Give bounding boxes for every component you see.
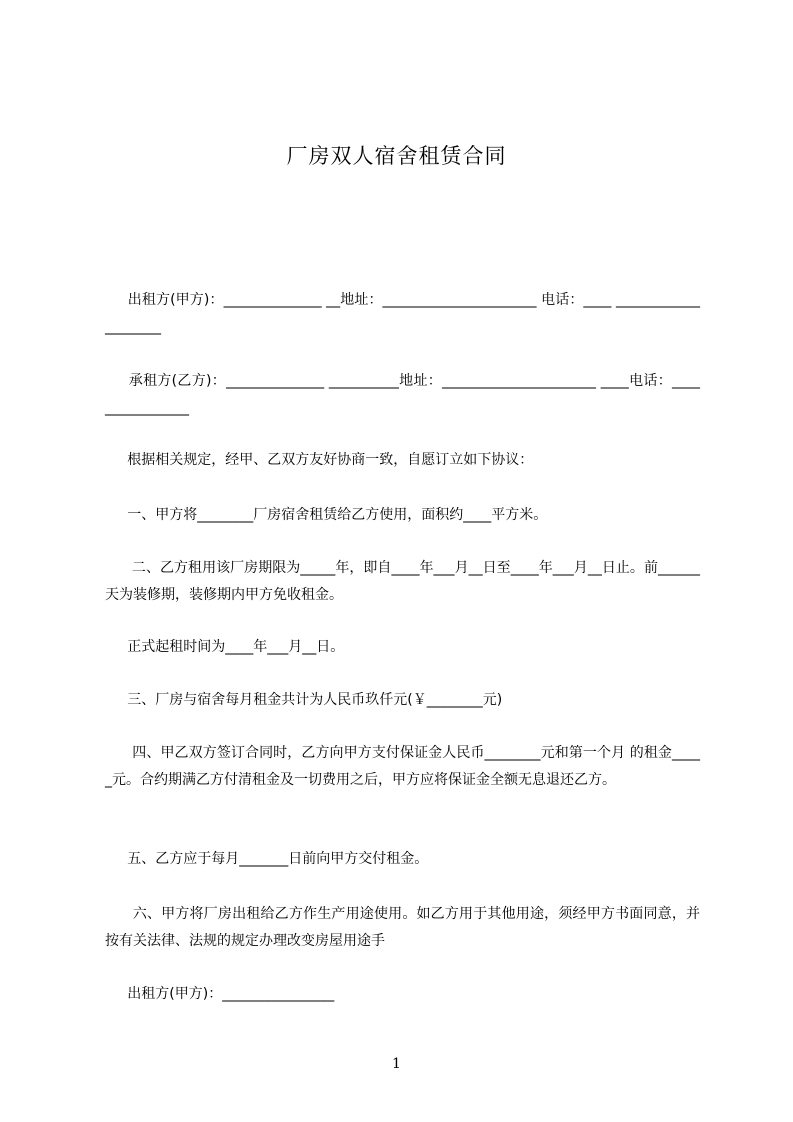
clause-2-paragraph: 二、乙方租用该厂房期限为_____年，即自____年___月__日至____年___月__日止。前______天为装修期，装修期内甲方免收租金。 [105, 560, 701, 603]
clause-5-paragraph: 五、乙方应于每月_______日前向甲方交付租金。 [105, 851, 429, 867]
clause-4-paragraph: 四、甲乙双方签订合同时，乙方向甲方支付保证金人民币________元和第一个月 的租金_____元。合约期满乙方付清租金及一切费用之后，甲方应将保证金全额无息退还乙方。 [105, 745, 701, 788]
lessor-signature-paragraph: 出租方(甲方)：________________ [105, 986, 335, 1002]
lessee-info-paragraph: 承租方(乙方)：______________ __________地址：______________________ ____电话：________________ [105, 373, 700, 416]
start-date-paragraph: 正式起租时间为____年___月__日。 [105, 639, 345, 655]
clause-1-paragraph: 一、甲方将________厂房宿舍租赁给乙方使用，面积约____平方米。 [105, 507, 548, 523]
clause-3-paragraph: 三、厂房与宿舍每月租金共计为人民币玖仟元(￥________元) [105, 692, 503, 708]
clause-6-paragraph: 六、甲方将厂房出租给乙方作生产用途使用。如乙方用于其他用途，须经甲方书面同意，并按有关法律、法规的规定办理改变房屋用途手 [105, 906, 701, 949]
lessor-info-paragraph: 出租方(甲方)：______________ __地址：______________________ 电话：____ ____________________ [105, 292, 700, 335]
page-number: 1 [392, 1056, 401, 1072]
document-title: 厂房双人宿舍租赁合同 [286, 144, 507, 168]
preamble-paragraph: 根据相关规定，经甲、乙双方友好协商一致，自愿订立如下协议： [105, 452, 534, 468]
